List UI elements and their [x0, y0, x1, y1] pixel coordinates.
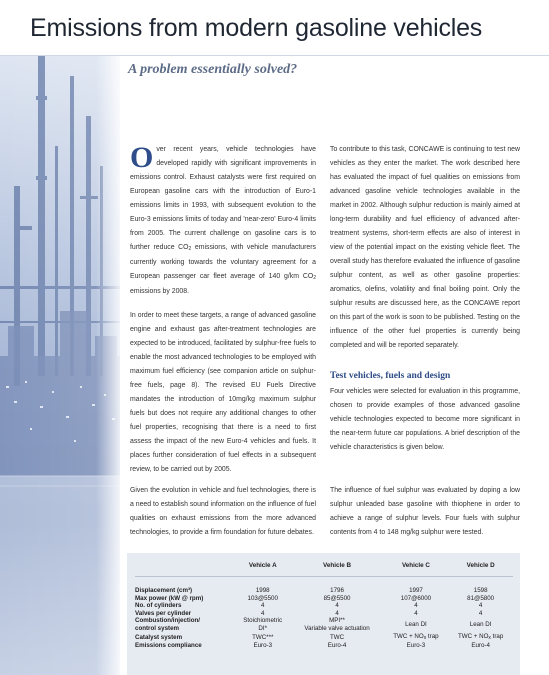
- table-cell: Euro-4: [327, 642, 347, 650]
- right-paragraph-3: The influence of fuel sulphur was evaluated by doping a low sulphur unleaded base gasoline with thiophene in order to achieve a range of sulphur levels. Four fuels with sulphur contents from 4 to 148 mg/kg sulphur were tested.: [330, 487, 520, 536]
- row-label-line: control system: [135, 624, 180, 632]
- table-row: [135, 617, 513, 632]
- table-cell: [448, 633, 513, 643]
- table-row: [135, 633, 513, 643]
- drop-cap: O: [130, 141, 154, 174]
- row-label: No. of cylinders: [135, 602, 182, 610]
- page-title: Emissions from modern gasoline vehicles: [30, 14, 483, 42]
- table-cell: [290, 617, 383, 632]
- left-paragraph-1-end: emissions by 2008.: [130, 288, 189, 295]
- table-row: [135, 602, 513, 610]
- table-row: [135, 595, 513, 603]
- table-cell: TWC: [329, 633, 345, 641]
- table-cell: 85@5500: [323, 594, 351, 602]
- table-cell: TWC***: [252, 633, 274, 641]
- cell-subscript: x: [423, 634, 427, 641]
- row-label-line: Combustion/injection/: [135, 617, 200, 625]
- vehicle-table-panel: [127, 553, 520, 675]
- row-label: Valves per cylinder: [135, 609, 192, 617]
- row-label: Emissions compliance: [135, 642, 202, 650]
- table-cell: 103@5500: [247, 594, 278, 602]
- table-cell: Euro-4: [471, 642, 490, 650]
- page-subtitle: A problem essentially solved?: [128, 62, 298, 77]
- left-paragraph-1-text: ver recent years, vehicle technologies have developed rapidly with significant improvements in emissions control. Exhaust catalysts were first required on European gasoline cars with the introduction of Euro-1 emissions limits in 1993, with subsequent evolution to the Euro-3 emissions limits of today and 'near-zero' Euro-4 limits from 2005. The current challenge on gasoline cars is to further reduce CO: [130, 146, 316, 251]
- table-cell: 4: [261, 609, 265, 617]
- row-label: Catalyst system: [135, 633, 183, 641]
- table-cell: 4: [478, 609, 483, 617]
- cell-line: Stoichiometric: [243, 617, 283, 625]
- table-cell: [384, 633, 449, 643]
- refinery-photo: [0, 56, 120, 675]
- table-cell: 4: [335, 609, 339, 617]
- row-label: [135, 617, 235, 632]
- table-row: [135, 642, 513, 650]
- title-bar: [0, 0, 549, 56]
- table-cell: 1598: [473, 587, 488, 594]
- table-cell: 1998: [255, 587, 270, 594]
- left-paragraph-2: In order to meet these targets, a range of advanced gasoline engine and exhaust gas after-treatment technologies are expected to be introduced, facilitated by sulphur-free fuels to enable the most advanced technologies to be employed with maximum fuel efficiency (see companion article on sulphur-free fuels, page 8). The revised EU Fuels Directive mandates the introduction of 10mg/kg maximum sulphur fuels but does not require any additional changes to other fuel properties, recognising that there is a need to first assess the impact of the new Euro-4 vehicles and fuels. It places further consideration of fuel effects in a subsequent review, to be carried out by 2005.: [130, 312, 316, 473]
- table-cell: Lean DI: [469, 621, 492, 629]
- table-cell: 1997: [409, 587, 423, 594]
- cell-line: MPI**: [329, 617, 345, 625]
- table-cell: 4: [478, 602, 483, 610]
- right-paragraph-1: To contribute to this task, CONCAWE is continuing to test new vehicles as they enter the market. The work described here has evaluated the impact of fuel qualities on emissions from advanced gasoline vehicle technologies available in the market in 2002. Although sulphur reduction is mainly aimed at long-term durability and fuel efficiency of advanced after-treatment systems, short-term effects are also of interest in view of the potential impact on the existing vehicle fleet. The overall study has therefore evaluated the influence of gasoline sulphur content, as well as other gasoline properties: aromatics, olefins, volatility and final boiling point. Only the sulphur results are discussed here, as the CONCAWE report on this part of the work is soon to be published. Testing on the influence of the other fuel properties is currently being completed and will be reported separately.: [330, 146, 520, 349]
- table-cell: 4: [261, 602, 265, 610]
- cell-text: TWC + NO: [393, 632, 424, 640]
- table-row: [135, 610, 513, 618]
- row-label: Displacement (cm³): [135, 587, 193, 594]
- row-label: Max power (kW @ rpm): [135, 594, 204, 602]
- cell-line: DI*: [258, 624, 268, 632]
- right-paragraph-2: Four vehicles were selected for evaluation in this programme, chosen to provide examples of those advanced gasoline vehicle technologies expected to become more significant in the near-term future car populations. A brief description of the vehicle characteristics is given below.: [330, 388, 520, 451]
- cell-text: trap: [426, 632, 439, 640]
- table-cell: Euro-3: [406, 642, 426, 650]
- co2-subscript: 2: [313, 275, 316, 281]
- table-cell: 4: [335, 602, 339, 610]
- column-header: Vehicle D: [448, 559, 513, 577]
- cell-subscript: x: [488, 634, 491, 641]
- table-corner: [135, 559, 235, 577]
- table-cell: 81@5800: [467, 594, 495, 602]
- table-header-row: [135, 559, 513, 577]
- table-cell: 4: [414, 609, 418, 617]
- table-cell: 1796: [330, 587, 344, 594]
- table-cell: 4: [414, 602, 418, 610]
- table-cell: Lean DI: [405, 621, 427, 629]
- table-spacer: [135, 577, 513, 588]
- cell-text: trap: [490, 632, 504, 640]
- column-header: Vehicle C: [384, 559, 449, 577]
- co2-subscript: 2: [188, 246, 192, 252]
- cell-line: Variable valve actuation: [304, 624, 370, 632]
- table-cell: 107@6000: [400, 594, 432, 602]
- section-heading: Test vehicles, fuels and design: [330, 371, 451, 381]
- table-cell: [235, 617, 290, 632]
- cell-text: TWC + NO: [457, 632, 489, 640]
- vehicle-table: [135, 559, 513, 650]
- left-paragraph-1-middle: emissions, with vehicle manufacturers currently working towards the voluntary agreement for a European passenger car fleet average of 140 g/km CO: [130, 244, 317, 280]
- column-header: Vehicle B: [290, 559, 383, 577]
- left-paragraph-3: Given the evolution in vehicle and fuel technologies, there is a need to establish sound information on the influence of fuel qualities on exhaust emissions from the more advanced technologies, to provide a firm foundation for future debates.: [130, 487, 316, 536]
- table-cell: Euro-3: [253, 642, 273, 650]
- table-row: [135, 587, 513, 595]
- column-header: Vehicle A: [235, 559, 290, 577]
- left-paragraph-1: [130, 143, 316, 299]
